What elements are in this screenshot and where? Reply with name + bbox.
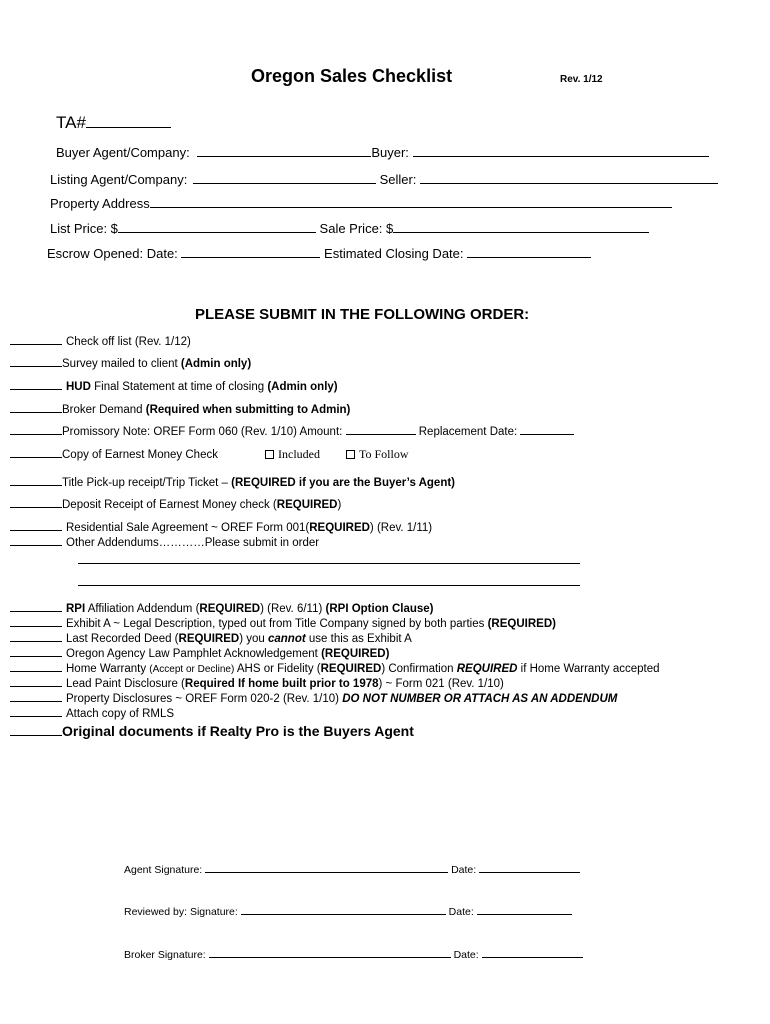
item-label: Property Disclosures ~ OREF Form 020-2 (Rev. 1/10) [66,693,343,705]
check-blank[interactable] [10,521,62,531]
seller-line[interactable] [420,183,718,184]
item-label: Broker Demand [62,404,146,416]
item-note: REQUIRED [309,522,370,534]
replacement-date-line[interactable] [520,434,574,435]
check-blank[interactable] [10,476,62,486]
item-label: Attach copy of RMLS [66,708,175,720]
item-label: Last Recorded Deed ( [66,633,179,645]
reviewed-signature-line[interactable] [241,914,446,915]
list-price-label: List Price: $ [50,221,118,236]
item-label-end: if Home Warranty accepted [517,663,660,675]
item-note: (Admin only) [267,381,338,393]
item-label-cont: ) you [239,633,268,645]
item-emphasis: DO NOT NUMBER OR ATTACH AS AN ADDENDUM [342,693,618,705]
check-blank[interactable] [10,357,62,367]
broker-date-label: Date: [453,949,479,961]
check-blank[interactable] [10,647,62,657]
seller-label: Seller: [379,172,417,187]
checklist-item-3[interactable] [10,380,338,393]
check-blank[interactable] [10,692,62,702]
item-label: Title Pick-up receipt/Trip Ticket – [62,477,232,489]
check-blank[interactable] [10,662,62,672]
sale-price-line[interactable] [393,232,649,233]
reviewed-signature-field[interactable] [124,906,572,918]
to-follow-option[interactable] [346,447,409,462]
checklist-item-4[interactable] [10,403,350,416]
item-note: (REQUIRED) [487,618,556,630]
item-small-note: (Accept or Decline) [149,664,235,675]
checklist-item-1[interactable] [10,335,191,348]
reviewed-date-label: Date: [448,906,474,918]
item-note: Required If home built prior to 1978 [184,678,379,690]
check-blank[interactable] [10,403,62,413]
item-note: REQUIRED [199,603,261,615]
buyer-agent-label: Buyer Agent/Company: [56,145,190,160]
item-label: Home Warranty [66,663,150,675]
item-note: (REQUIRED if you are the Buyer’s Agent) [231,477,456,489]
sale-price-label: Sale Price: $ [319,221,394,236]
escrow-opened-label: Escrow Opened: Date: [47,246,178,261]
property-address-field[interactable] [50,196,672,211]
item-label-cont-2: ) Confirmation [381,663,457,675]
item-label: HUD [66,381,91,393]
ta-number-field[interactable] [56,113,171,133]
broker-date-line[interactable] [482,957,583,958]
check-blank[interactable] [10,380,62,390]
item-label: Other Addendums…………Please submit in order [66,537,320,549]
item-label: Original documents if Realty Pro is the Buyers Agent [62,723,414,739]
buyer-agent-field[interactable] [56,145,709,160]
check-blank[interactable] [10,498,62,508]
item-label: Residential Sale Agreement ~ OREF Form 001( [66,522,310,534]
checklist-item-6[interactable] [10,448,218,461]
check-blank[interactable] [10,448,62,458]
item-label: Deposit Receipt of Earnest Money check ( [62,499,277,511]
checklist-item-7[interactable] [10,476,455,489]
checklist-item-11[interactable] [10,602,434,615]
check-blank[interactable] [10,617,62,627]
item-label: Oregon Agency Law Pamphlet Acknowledgement [66,648,322,660]
to-follow-checkbox[interactable] [346,450,355,459]
item-rev: ) (Rev. 6/11) [260,603,326,615]
price-field[interactable] [50,221,649,236]
checklist-item-10[interactable] [10,536,319,549]
reviewed-signature-label: Reviewed by: Signature: [124,906,238,918]
item-note: REQUIRED [276,499,338,511]
item-label: Check off list (Rev. 1/12) [66,336,191,348]
item-emphasis: cannot [267,633,306,645]
broker-signature-line[interactable] [209,957,451,958]
checklist-item-14[interactable] [10,647,389,660]
checklist-item-19[interactable] [10,723,414,739]
broker-signature-label: Broker Signature: [124,949,206,961]
order-heading: PLEASE SUBMIT IN THE FOLLOWING ORDER: [195,306,530,323]
agent-signature-field[interactable] [124,864,580,876]
included-option[interactable] [265,447,320,462]
list-price-line[interactable] [118,232,316,233]
item-label-end: ) [337,499,342,511]
buyer-line[interactable] [413,156,709,157]
checklist-item-16[interactable] [10,677,504,690]
check-blank[interactable] [10,602,62,612]
item-label: Exhibit A ~ Legal Description, typed out from Title Company signed by both parties [66,618,488,630]
item-note-2: (RPI Option Clause) [325,603,434,615]
item-emphasis: REQUIRED [456,663,518,675]
item-label-end: ) ~ Form 021 (Rev. 1/10) [378,678,504,690]
property-address-label: Property Address [50,196,150,211]
checklist-item-13[interactable] [10,632,412,645]
revision-label: Rev. 1/12 [560,74,603,85]
listing-agent-line[interactable] [193,183,376,184]
agent-signature-label: Agent Signature: [124,864,203,876]
agent-signature-line[interactable] [205,872,448,873]
check-blank[interactable] [10,677,62,687]
check-blank[interactable] [10,707,62,717]
included-label: Included [278,447,320,461]
checklist-item-2[interactable] [10,357,251,370]
agent-date-line[interactable] [479,872,580,873]
broker-signature-field[interactable] [124,949,583,961]
check-blank[interactable] [10,425,62,435]
item-label: Survey mailed to client [62,358,181,370]
checklist-item-12[interactable] [10,617,556,630]
item-note: (REQUIRED) [321,648,390,660]
document-title: Oregon Sales Checklist [251,66,453,86]
ta-line[interactable] [86,127,171,128]
checklist-item-9[interactable] [10,521,432,534]
checklist-item-8[interactable] [10,498,341,511]
amount-line[interactable] [346,434,416,435]
buyer-label: Buyer: [371,145,409,160]
item-note: REQUIRED [178,633,240,645]
check-blank[interactable] [10,335,62,345]
check-blank[interactable] [10,536,62,546]
item-label: Lead Paint Disclosure ( [66,678,185,690]
listing-agent-label: Listing Agent/Company: [50,172,188,187]
item-label: Promissory Note: OREF Form 060 (Rev. 1/10) Amount: [62,426,346,438]
item-note: (Required when submitting to Admin) [145,404,351,416]
item-note: (Admin only) [180,358,252,370]
addendum-line-2[interactable] [78,585,580,586]
item-label-cont: AHS or Fidelity ( [234,663,321,675]
reviewed-date-line[interactable] [477,914,572,915]
item-label: RPI [66,603,86,615]
item-label-cont: Final Statement at time of closing [90,381,268,393]
escrow-date-line[interactable] [181,257,320,258]
closing-date-line[interactable] [467,257,591,258]
buyer-agent-line[interactable] [197,156,371,157]
included-checkbox[interactable] [265,450,274,459]
to-follow-label: To Follow [359,447,409,461]
estimated-closing-label: Estimated Closing Date: [324,246,464,261]
addendum-line-1[interactable] [78,563,580,564]
checklist-item-5[interactable] [10,425,574,438]
item-label-end: use this as Exhibit A [305,633,412,645]
checklist-item-17[interactable] [10,692,617,705]
escrow-field[interactable] [47,246,591,261]
item-label: Copy of Earnest Money Check [62,449,218,461]
check-blank[interactable] [10,632,62,642]
checklist-item-15[interactable] [10,662,660,675]
replacement-date-label: Replacement Date: [415,426,521,438]
listing-agent-field[interactable] [50,172,718,187]
check-blank[interactable] [10,726,62,736]
property-address-line[interactable] [150,207,672,208]
item-label-cont: Affiliation Addendum ( [85,603,200,615]
item-note: REQUIRED [320,663,382,675]
ta-label: TA# [56,113,86,132]
checklist-item-18[interactable] [10,707,174,720]
item-label-end: ) (Rev. 1/11) [369,522,433,534]
agent-date-label: Date: [451,864,477,876]
